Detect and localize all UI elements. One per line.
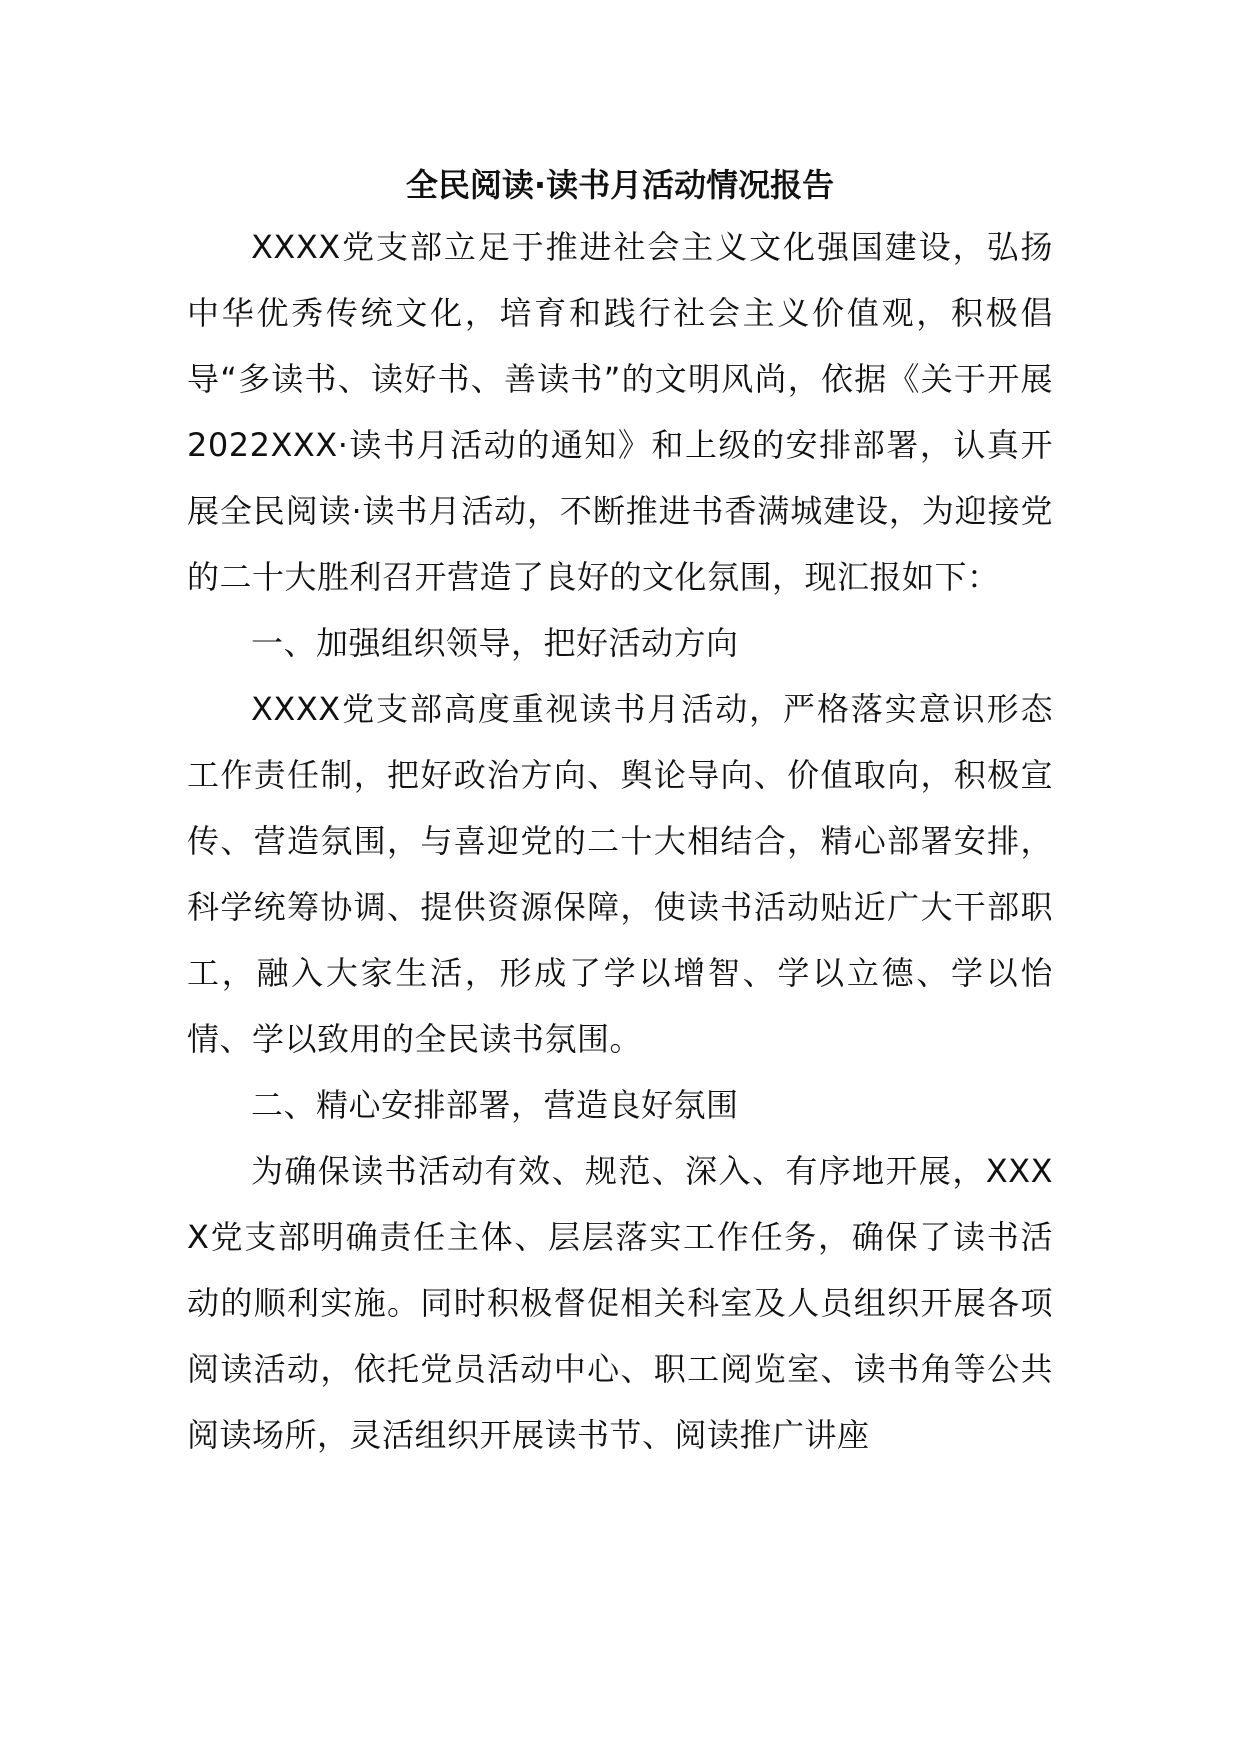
document-title: 全民阅读·读书月活动情况报告 (405, 166, 835, 204)
document-body (187, 160, 1053, 1468)
intro-paragraph: XXXX党支部立足于推进社会主义文化强国建设，弘扬中华优秀传统文化，培育和践行社会主义价值观，积极倡导“多读书、读好书、善读书”的文明风尚，依据《关于开展2022XXX·读书月活动的通知》和上级的安排部署，认真开展全民阅读·读书月活动，不断推进书香满城建设，为迎接党的二十大胜利召开营造了良好的文化氛围，现汇报如下： (187, 228, 1053, 596)
section-2-heading: 二、精心安排部署，营造良好氛围 (251, 1086, 739, 1124)
section-1-heading: 一、加强组织领导，把好活动方向 (251, 624, 739, 662)
section-1-paragraph: XXXX党支部高度重视读书月活动，严格落实意识形态工作责任制，把好政治方向、舆论导向、价值取向，积极宣传、营造氛围，与喜迎党的二十大相结合，精心部署安排，科学统筹协调、提供资源保障，使读书活动贴近广大干部职工，融入大家生活，形成了学以增智、学以立德、学以怡情、学以致用的全民读书氛围。 (187, 690, 1053, 1058)
section-2-paragraph: 为确保读书活动有效、规范、深入、有序地开展，XXXX党支部明确责任主体、层层落实工作任务，确保了读书活动的顺利实施。同时积极督促相关科室及人员组织开展各项阅读活动，依托党员活动中心、职工阅览室、读书角等公共阅读场所，灵活组织开展读书节、阅读推广讲座 (187, 1152, 1053, 1454)
